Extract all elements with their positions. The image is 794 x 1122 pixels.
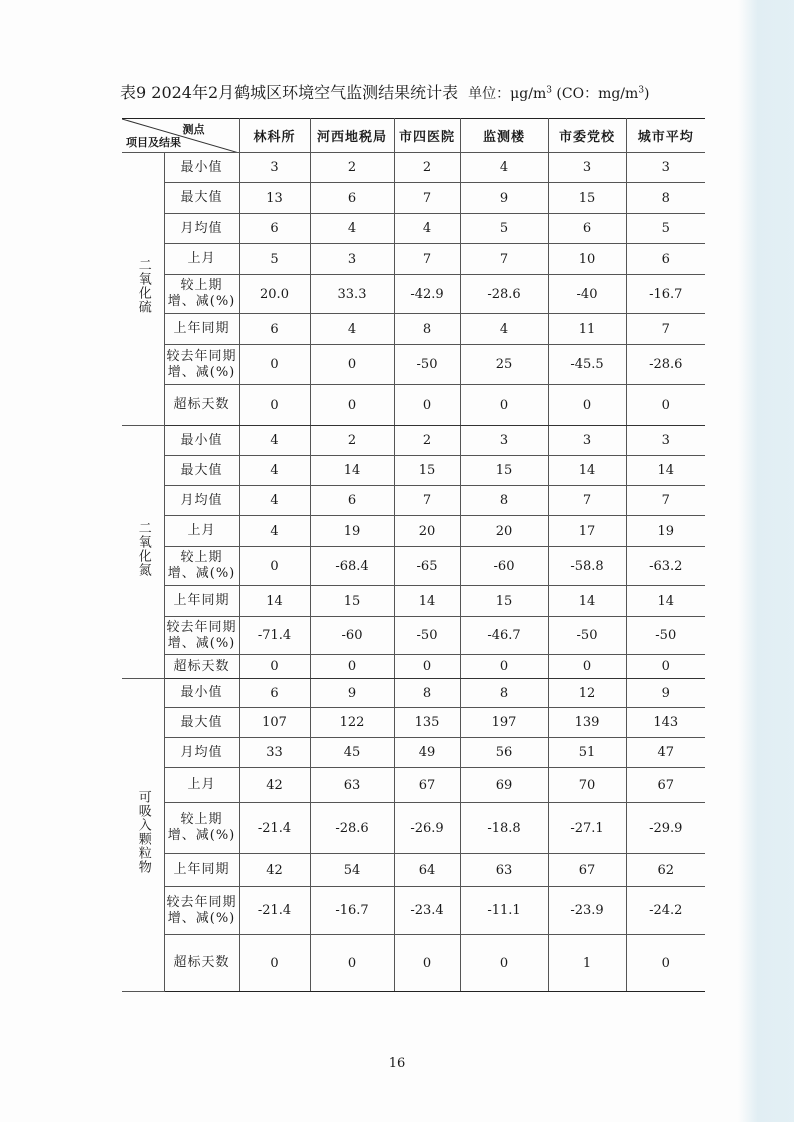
value-cell: -16.7 [626, 275, 705, 314]
metric-label: 最大值 [164, 456, 239, 486]
value-cell: 9 [460, 183, 548, 214]
value-cell: 63 [460, 854, 548, 887]
table-row [122, 586, 705, 617]
value-cell: 15 [310, 586, 394, 617]
pollutant-group-label: 可吸入颗粒物 [122, 679, 164, 992]
table-row [122, 516, 705, 547]
value-cell: 0 [548, 385, 626, 426]
value-cell: 6 [310, 486, 394, 516]
value-cell: 14 [310, 456, 394, 486]
value-cell: 42 [239, 854, 310, 887]
metric-label: 最大值 [164, 183, 239, 214]
table-row [122, 935, 705, 992]
metric-label: 上月 [164, 516, 239, 547]
table-row [122, 275, 705, 314]
value-cell: -27.1 [548, 803, 626, 854]
value-cell: 122 [310, 708, 394, 738]
value-cell: 10 [548, 244, 626, 275]
value-cell: -60 [310, 617, 394, 655]
value-cell: 15 [460, 456, 548, 486]
table-row [122, 887, 705, 935]
value-cell: 0 [460, 935, 548, 992]
table-row [122, 803, 705, 854]
value-cell: 4 [394, 214, 460, 244]
value-cell: 25 [460, 345, 548, 385]
value-cell: 15 [394, 456, 460, 486]
table-row [122, 214, 705, 244]
metric-label: 最小值 [164, 426, 239, 456]
value-cell: 20 [394, 516, 460, 547]
metric-label: 较去年同期 增、减(%) [164, 345, 239, 385]
value-cell: 4 [460, 314, 548, 345]
metric-label: 月均值 [164, 486, 239, 516]
metric-label: 较去年同期 增、减(%) [164, 887, 239, 935]
value-cell: 4 [310, 214, 394, 244]
value-cell: -21.4 [239, 803, 310, 854]
value-cell: 19 [310, 516, 394, 547]
value-cell: 45 [310, 738, 394, 768]
table-row [122, 547, 705, 586]
value-cell: 49 [394, 738, 460, 768]
value-cell: 7 [626, 486, 705, 516]
value-cell: -42.9 [394, 275, 460, 314]
value-cell: 0 [239, 385, 310, 426]
metric-label: 月均值 [164, 738, 239, 768]
value-cell: -50 [626, 617, 705, 655]
value-cell: 0 [239, 345, 310, 385]
table-row [122, 655, 705, 679]
value-cell: 2 [394, 153, 460, 183]
metric-label: 超标天数 [164, 935, 239, 992]
value-cell: 6 [626, 244, 705, 275]
value-cell: 19 [626, 516, 705, 547]
value-cell: 2 [310, 153, 394, 183]
metric-label: 最小值 [164, 679, 239, 708]
value-cell: -58.8 [548, 547, 626, 586]
value-cell: -28.6 [310, 803, 394, 854]
table-row [122, 486, 705, 516]
value-cell: 67 [394, 768, 460, 803]
metric-label: 最大值 [164, 708, 239, 738]
metric-label: 上年同期 [164, 314, 239, 345]
value-cell: 6 [239, 314, 310, 345]
corner-label-stations: 测点 [182, 123, 205, 136]
value-cell: 7 [394, 183, 460, 214]
value-cell: -60 [460, 547, 548, 586]
value-cell: 2 [394, 426, 460, 456]
value-cell: 3 [239, 153, 310, 183]
value-cell: 70 [548, 768, 626, 803]
value-cell: 3 [548, 153, 626, 183]
column-header: 林科所 [239, 119, 310, 153]
value-cell: 14 [548, 456, 626, 486]
value-cell: -28.6 [460, 275, 548, 314]
value-cell: 0 [394, 935, 460, 992]
metric-label: 较上期 增、减(%) [164, 803, 239, 854]
value-cell: -28.6 [626, 345, 705, 385]
value-cell: 33.3 [310, 275, 394, 314]
metric-label: 月均值 [164, 214, 239, 244]
value-cell: -11.1 [460, 887, 548, 935]
value-cell: 14 [548, 586, 626, 617]
value-cell: -23.9 [548, 887, 626, 935]
value-cell: 143 [626, 708, 705, 738]
value-cell: 62 [626, 854, 705, 887]
value-cell: -29.9 [626, 803, 705, 854]
value-cell: 7 [626, 314, 705, 345]
corner-label-items: 项目及结果 [126, 136, 181, 149]
column-header: 市四医院 [394, 119, 460, 153]
value-cell: 8 [460, 679, 548, 708]
value-cell: 0 [310, 935, 394, 992]
value-cell: -50 [394, 617, 460, 655]
value-cell: -68.4 [310, 547, 394, 586]
value-cell: 11 [548, 314, 626, 345]
value-cell: 56 [460, 738, 548, 768]
value-cell: 14 [239, 586, 310, 617]
metric-label: 最小值 [164, 153, 239, 183]
value-cell: 0 [310, 655, 394, 679]
table-row [122, 183, 705, 214]
caption-unit: 单位：$\mu g/m^3$ (CO：$mg/m^3$) [468, 85, 650, 102]
value-cell: 20.0 [239, 275, 310, 314]
table-row [122, 768, 705, 803]
metric-label: 较上期 增、减(%) [164, 275, 239, 314]
metric-label: 较去年同期 增、减(%) [164, 617, 239, 655]
value-cell: 7 [548, 486, 626, 516]
value-cell: 4 [460, 153, 548, 183]
value-cell: 3 [460, 426, 548, 456]
value-cell: 4 [310, 314, 394, 345]
value-cell: 0 [394, 385, 460, 426]
value-cell: 0 [548, 655, 626, 679]
value-cell: 8 [626, 183, 705, 214]
page-number: 16 [388, 1056, 406, 1071]
column-header: 监测楼 [460, 119, 548, 153]
value-cell: 0 [460, 655, 548, 679]
value-cell: 3 [626, 426, 705, 456]
value-cell: 6 [239, 214, 310, 244]
value-cell: 0 [239, 935, 310, 992]
value-cell: 14 [626, 456, 705, 486]
value-cell: 6 [239, 679, 310, 708]
value-cell: 12 [548, 679, 626, 708]
value-cell: 4 [239, 516, 310, 547]
value-cell: 135 [394, 708, 460, 738]
value-cell: -50 [548, 617, 626, 655]
table-row [122, 385, 705, 426]
value-cell: 3 [548, 426, 626, 456]
value-cell: 14 [394, 586, 460, 617]
value-cell: -23.4 [394, 887, 460, 935]
value-cell: -63.2 [626, 547, 705, 586]
table-caption [120, 80, 720, 103]
value-cell: 3 [626, 153, 705, 183]
pollutant-group-label: 二氧化硫 [122, 153, 164, 426]
value-cell: 8 [460, 486, 548, 516]
metric-label: 上月 [164, 244, 239, 275]
value-cell: 4 [239, 456, 310, 486]
value-cell: 0 [394, 655, 460, 679]
value-cell: 69 [460, 768, 548, 803]
value-cell: 8 [394, 679, 460, 708]
value-cell: 139 [548, 708, 626, 738]
value-cell: 4 [239, 426, 310, 456]
metric-label: 超标天数 [164, 385, 239, 426]
value-cell: 14 [626, 586, 705, 617]
value-cell: -26.9 [394, 803, 460, 854]
table-row [122, 738, 705, 768]
value-cell: 3 [310, 244, 394, 275]
value-cell: 7 [394, 244, 460, 275]
value-cell: 4 [239, 486, 310, 516]
value-cell: 7 [394, 486, 460, 516]
metric-label: 上年同期 [164, 586, 239, 617]
value-cell: 17 [548, 516, 626, 547]
value-cell: -46.7 [460, 617, 548, 655]
air-quality-table [122, 118, 705, 992]
metric-label: 上年同期 [164, 854, 239, 887]
value-cell: 6 [548, 214, 626, 244]
value-cell: -65 [394, 547, 460, 586]
value-cell: 51 [548, 738, 626, 768]
corner-cell [122, 119, 239, 153]
value-cell: 20 [460, 516, 548, 547]
value-cell: -71.4 [239, 617, 310, 655]
metric-label: 较上期 增、减(%) [164, 547, 239, 586]
value-cell: -16.7 [310, 887, 394, 935]
value-cell: 15 [460, 586, 548, 617]
table-row [122, 426, 705, 456]
metric-label: 上月 [164, 768, 239, 803]
table-header-row [122, 119, 705, 153]
column-header: 河西地税局 [310, 119, 394, 153]
pollutant-group-label: 二氧化氮 [122, 426, 164, 679]
value-cell: 5 [626, 214, 705, 244]
table-row [122, 854, 705, 887]
value-cell: 0 [239, 547, 310, 586]
value-cell: -18.8 [460, 803, 548, 854]
value-cell: -50 [394, 345, 460, 385]
value-cell: 0 [626, 385, 705, 426]
value-cell: 0 [239, 655, 310, 679]
metric-label: 超标天数 [164, 655, 239, 679]
value-cell: 5 [460, 214, 548, 244]
table-row [122, 314, 705, 345]
value-cell: 6 [310, 183, 394, 214]
value-cell: 63 [310, 768, 394, 803]
scan-edge-strip [738, 0, 794, 1122]
table-row [122, 345, 705, 385]
value-cell: 47 [626, 738, 705, 768]
value-cell: 0 [460, 385, 548, 426]
table-row [122, 617, 705, 655]
table-row [122, 153, 705, 183]
value-cell: -45.5 [548, 345, 626, 385]
value-cell: 13 [239, 183, 310, 214]
value-cell: 9 [626, 679, 705, 708]
value-cell: 54 [310, 854, 394, 887]
value-cell: 8 [394, 314, 460, 345]
value-cell: 197 [460, 708, 548, 738]
value-cell: 0 [310, 385, 394, 426]
value-cell: 9 [310, 679, 394, 708]
value-cell: -21.4 [239, 887, 310, 935]
value-cell: 0 [626, 655, 705, 679]
value-cell: 67 [626, 768, 705, 803]
value-cell: 7 [460, 244, 548, 275]
value-cell: 42 [239, 768, 310, 803]
value-cell: 15 [548, 183, 626, 214]
table-row [122, 708, 705, 738]
value-cell: 64 [394, 854, 460, 887]
value-cell: -40 [548, 275, 626, 314]
value-cell: 67 [548, 854, 626, 887]
value-cell: 0 [626, 935, 705, 992]
value-cell: 1 [548, 935, 626, 992]
value-cell: 107 [239, 708, 310, 738]
caption-title: 表9 2024年2月鹤城区环境空气监测结果统计表 [120, 83, 459, 102]
column-header: 城市平均 [626, 119, 705, 153]
table-row [122, 456, 705, 486]
table-row [122, 679, 705, 708]
table-row [122, 244, 705, 275]
value-cell: 33 [239, 738, 310, 768]
column-header: 市委党校 [548, 119, 626, 153]
value-cell: -24.2 [626, 887, 705, 935]
value-cell: 0 [310, 345, 394, 385]
value-cell: 2 [310, 426, 394, 456]
value-cell: 5 [239, 244, 310, 275]
